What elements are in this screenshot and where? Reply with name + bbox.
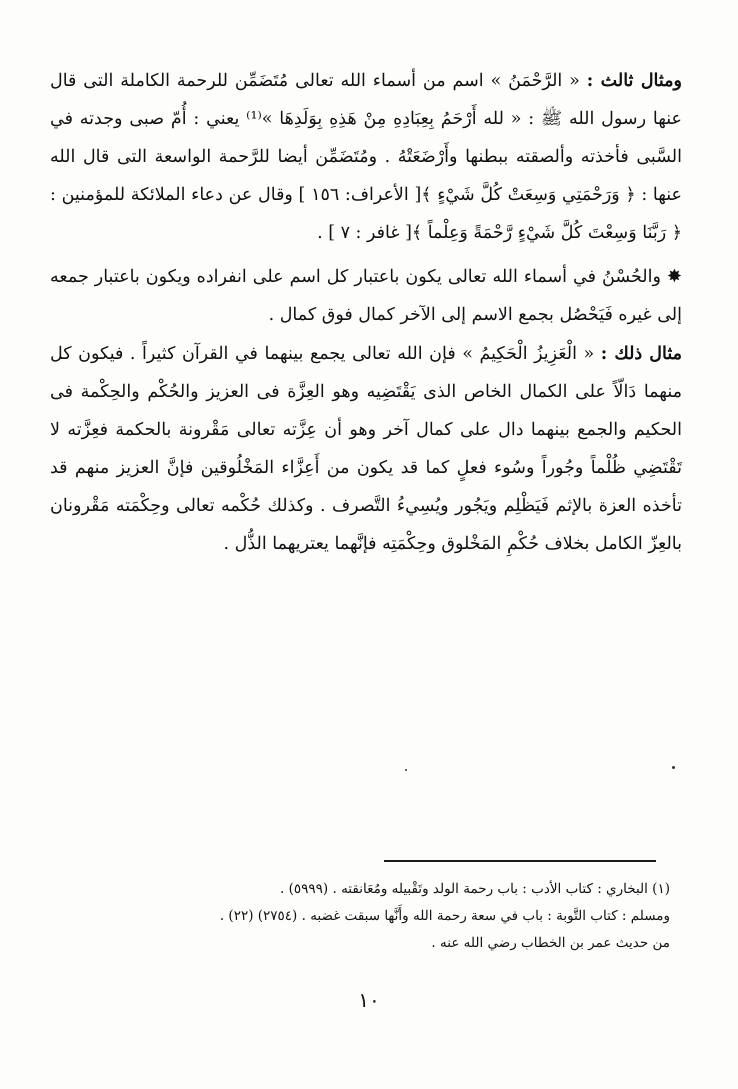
- footnote-divider: [384, 860, 656, 862]
- star-ornament-icon: ✸: [666, 266, 682, 287]
- paragraph-body: [50, 62, 682, 252]
- paragraph-body: [50, 335, 682, 563]
- scan-speck: [672, 766, 675, 769]
- paragraph-text: والحُسْنُ في أسماء الله تعالى يكون باعتبار كل اسم على انفراده ويكون باعتبار جمعه إلى غيره فَيَحْصُل بجمع الاسم إلى الآخر كمال فوق كمال .: [50, 267, 682, 325]
- scan-speck: [405, 769, 407, 771]
- paragraph-lead: مثال ذلك :: [600, 344, 682, 364]
- page-number: ١٠: [358, 988, 380, 1012]
- paragraph-example-aziz-hakim: [50, 335, 682, 563]
- paragraph-body: [50, 258, 682, 334]
- footnote-line: (١) البخاري : كتاب الأدب : باب رحمة الولد وتَقْبيله ومُعَانقته . (٥٩٩٩) .: [280, 881, 670, 897]
- paragraph-third-example: [50, 62, 682, 252]
- paragraph-beauty-of-names: [50, 258, 682, 334]
- paragraph-text: « الْعَزِيزُ الْحَكِيمُ » فإن الله تعالى يجمع بينهما في القرآن كثيراً . فيكون كل منهما دَالّاً على الكمال الخاص الذى يَقْتَضِيه وهو العِزَّة فى العزيز والحُكْم والحِكْمة فى الحكيم والجمع بينهما دال على كمال آخر وهو أن عِزَّته تعالى مَقْرونة بالحكمة فعِزَّته لا تَقْتَضِي ظُلْماً وجُوراً وسُوء فعلٍ كما قد يكون من أَعِزَّاء المَخْلُوقين فإنَّ العزيز منهم قد تأخذه العزة بالإثم فَيَظْلِم ويَجُور ويُسِيءُ التَّصرف . وكذلك حُكْمه تعالى وحِكْمَته مَقْرونان بالعِزّ الكامل بخلاف حُكْمِ المَخْلوق وحِكْمَتِه فإنَّهما يعتريهما الذُّل .: [50, 344, 682, 554]
- footnote-line: ومسلم : كتاب التَّوبة : باب في سعة رحمة الله وأَنَّها سبقت غضبه . (٢٧٥٤) (٢٢) .: [219, 908, 670, 924]
- paragraph-lead: ومثال ثالث :: [586, 71, 682, 91]
- footnote-line: من حديث عمر بن الخطاب رضي الله عنه .: [431, 935, 670, 951]
- paragraph-text: « الرَّحْمَنُ » اسم من أسماء الله تعالى مُتَضَمِّن للرحمة الكاملة التى قال عنها رسول الله ﷺ : « لله أَرْحَمُ بِعِبَادِهِ مِنْ هَذِهِ بِوَلَدِهَا »⁽¹⁾ يعني : أُمّ صبى وجدته في السَّبى فأخذته وألصقته ببطنها وأَرْضَعَتْهُ . ومُتَضَمِّن أيضا للرَّحمة الواسعة التى قال الله عنها : ﴿ وَرَحْمَتِي وَسِعَتْ كُلَّ شَيْءٍ ﴾[ الأعراف: ١٥٦ ] وقال عن دعاء الملائكة للمؤمنين : ﴿ رَبَّنَا وَسِعْتَ كُلَّ شَيْءٍ رَّحْمَةً وَعِلْماً ﴾[ غافر : ٧ ] .: [50, 71, 683, 243]
- footnotes: [130, 876, 670, 957]
